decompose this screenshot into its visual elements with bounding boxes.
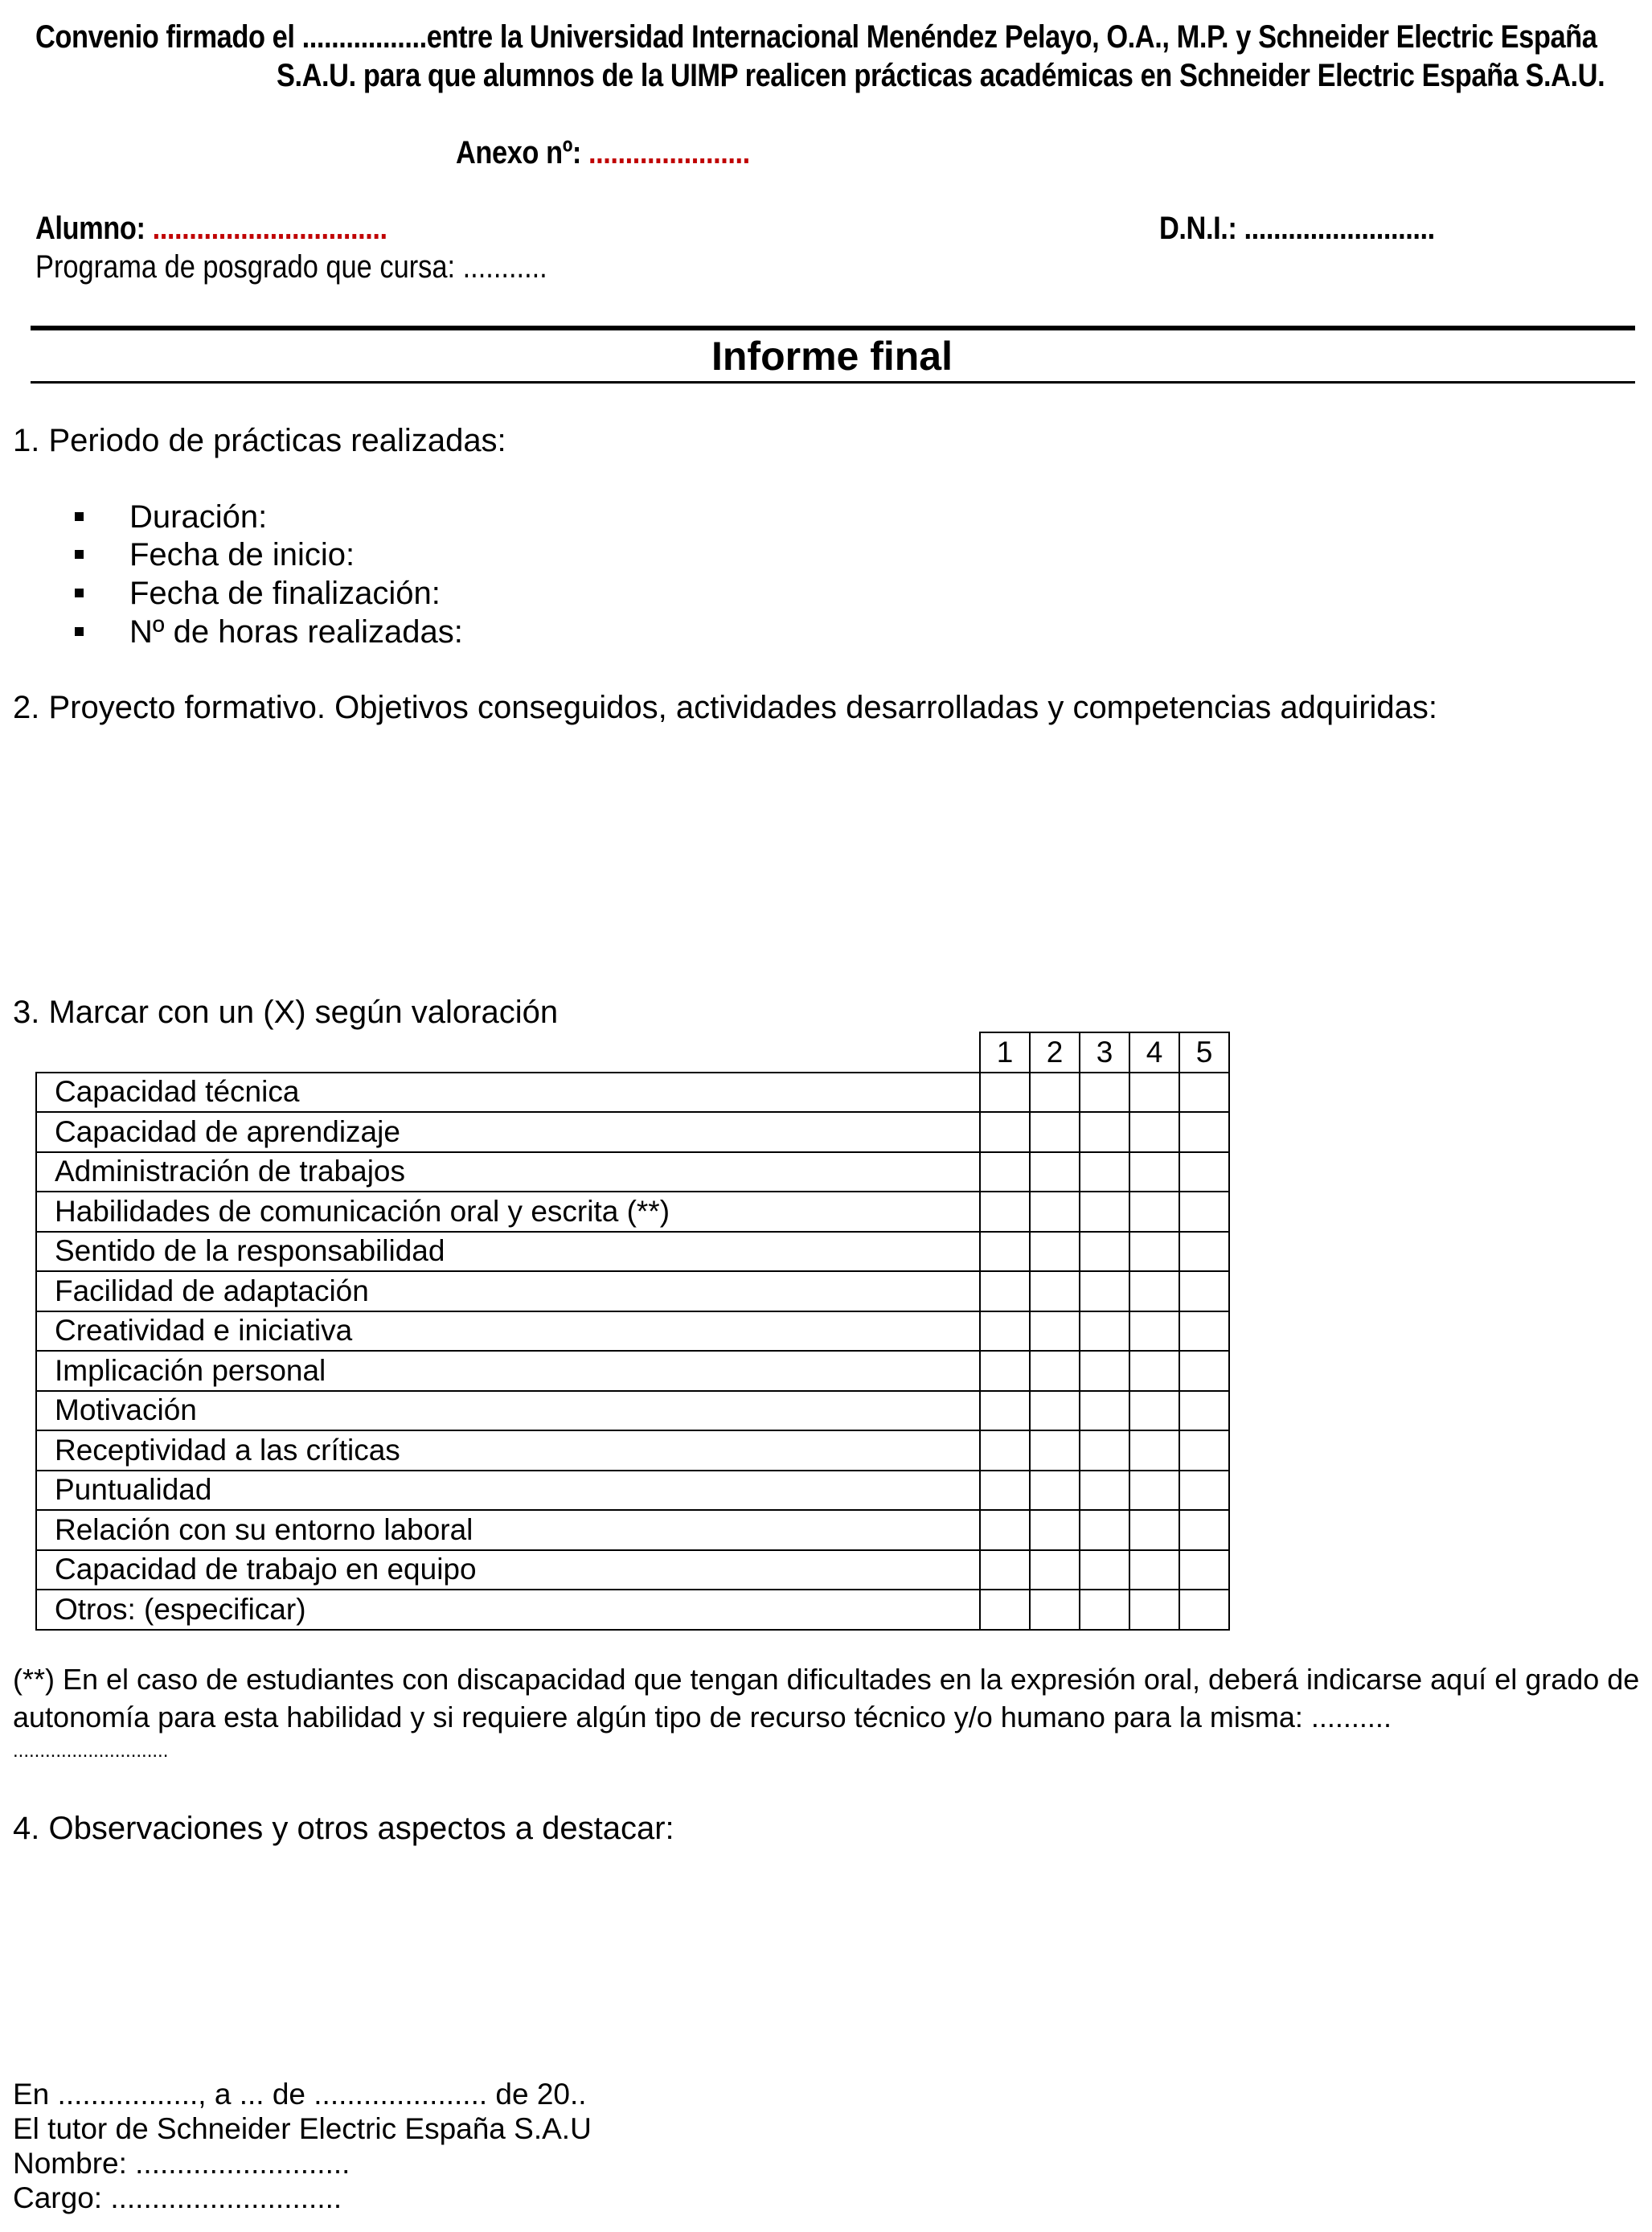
table-row — [36, 1550, 1229, 1590]
bullet-icon — [75, 550, 84, 559]
rating-cell-1[interactable] — [980, 1550, 1030, 1590]
rating-cell-4[interactable] — [1129, 1112, 1179, 1152]
rating-cell-3[interactable] — [1080, 1550, 1129, 1590]
table-row — [36, 1510, 1229, 1550]
rating-cell-5[interactable] — [1179, 1112, 1229, 1152]
criterion-label: Puntualidad — [36, 1471, 980, 1511]
rating-cell-3[interactable] — [1080, 1271, 1129, 1311]
student-field — [35, 211, 387, 247]
rating-cell-5[interactable] — [1179, 1391, 1229, 1431]
rating-cell-1[interactable] — [980, 1311, 1030, 1352]
rating-cell-1[interactable] — [980, 1112, 1030, 1152]
end-date-item: Fecha de finalización: — [129, 576, 441, 611]
table-row — [36, 1351, 1229, 1391]
rating-cell-5[interactable] — [1179, 1073, 1229, 1113]
criterion-label: Sentido de la responsabilidad — [36, 1232, 980, 1272]
rating-cell-3[interactable] — [1080, 1073, 1129, 1113]
scale-header-row — [36, 1032, 1229, 1073]
rating-cell-4[interactable] — [1129, 1351, 1179, 1391]
section-1-heading: 1. Periodo de prácticas realizadas: — [13, 423, 506, 458]
rating-cell-4[interactable] — [1129, 1590, 1179, 1630]
rating-cell-2[interactable] — [1030, 1391, 1080, 1431]
table-row — [36, 1271, 1229, 1311]
bullet-icon — [75, 589, 84, 597]
scale-header-3: 3 — [1080, 1032, 1129, 1073]
bullet-icon — [75, 512, 84, 521]
table-row — [36, 1073, 1229, 1113]
rating-cell-4[interactable] — [1129, 1510, 1179, 1550]
rating-cell-5[interactable] — [1179, 1590, 1229, 1630]
tutor-line: El tutor de Schneider Electric España S.A.U — [13, 2112, 592, 2145]
rating-cell-3[interactable] — [1080, 1391, 1129, 1431]
position-line: Cargo: ............................ — [13, 2181, 342, 2214]
table-row — [36, 1192, 1229, 1232]
rating-cell-5[interactable] — [1179, 1232, 1229, 1272]
criterion-label: Capacidad de trabajo en equipo — [36, 1550, 980, 1590]
rating-cell-3[interactable] — [1080, 1232, 1129, 1272]
table-row — [36, 1430, 1229, 1471]
criterion-label: Administración de trabajos — [36, 1152, 980, 1192]
program-field: Programa de posgrado que cursa: ........... — [35, 249, 547, 285]
start-date-item: Fecha de inicio: — [129, 537, 355, 572]
rating-cell-3[interactable] — [1080, 1510, 1129, 1550]
rating-cell-5[interactable] — [1179, 1271, 1229, 1311]
annex-number — [456, 135, 750, 171]
criterion-label: Facilidad de adaptación — [36, 1271, 980, 1311]
rating-cell-3[interactable] — [1080, 1471, 1129, 1511]
criterion-label: Relación con su entorno laboral — [36, 1510, 980, 1550]
agreement-line-2: S.A.U. para que alumnos de la UIMP realicen prácticas académicas en Schneider Electric España S.A.U. — [277, 58, 1605, 93]
title-bottom-rule — [31, 381, 1635, 384]
footnote-line-1: (**) En el caso de estudiantes con discapacidad que tengan dificultades en la expresión oral, deberá indicarse aquí el grado de — [13, 1663, 1640, 1696]
title-top-rule — [31, 326, 1635, 330]
rating-cell-5[interactable] — [1179, 1510, 1229, 1550]
name-line: Nombre: .......................... — [13, 2147, 350, 2180]
rating-cell-3[interactable] — [1080, 1351, 1129, 1391]
rating-cell-2[interactable] — [1030, 1192, 1080, 1232]
rating-cell-3[interactable] — [1080, 1590, 1129, 1630]
rating-cell-4[interactable] — [1129, 1073, 1179, 1113]
rating-cell-2[interactable] — [1030, 1271, 1080, 1311]
rating-cell-5[interactable] — [1179, 1351, 1229, 1391]
scale-header-5: 5 — [1179, 1032, 1229, 1073]
rating-cell-2[interactable] — [1030, 1351, 1080, 1391]
rating-cell-1[interactable] — [980, 1351, 1030, 1391]
rating-cell-2[interactable] — [1030, 1510, 1080, 1550]
student-value[interactable]: ................................ — [152, 211, 387, 246]
rating-cell-2[interactable] — [1030, 1430, 1080, 1471]
rating-cell-3[interactable] — [1080, 1430, 1129, 1471]
rating-cell-3[interactable] — [1080, 1192, 1129, 1232]
rating-cell-2[interactable] — [1030, 1590, 1080, 1630]
rating-cell-4[interactable] — [1129, 1271, 1179, 1311]
rating-cell-1[interactable] — [980, 1510, 1030, 1550]
rating-cell-1[interactable] — [980, 1430, 1030, 1471]
table-row — [36, 1112, 1229, 1152]
scale-header-2: 2 — [1030, 1032, 1080, 1073]
table-row — [36, 1232, 1229, 1272]
section-2-heading: 2. Proyecto formativo. Objetivos conseguidos, actividades desarrolladas y competencias adquiridas: — [13, 690, 1438, 725]
place-date-line: En ................., a ... de ..................... de 20.. — [13, 2078, 587, 2111]
annex-value[interactable]: ...................... — [588, 135, 750, 170]
rating-cell-3[interactable] — [1080, 1311, 1129, 1352]
rating-cell-2[interactable] — [1030, 1152, 1080, 1192]
header-spacer — [36, 1032, 980, 1073]
table-row — [36, 1590, 1229, 1630]
rating-cell-4[interactable] — [1129, 1311, 1179, 1352]
criterion-label: Otros: (especificar) — [36, 1590, 980, 1630]
footnote-line-2: autonomía para esta habilidad y si requiere algún tipo de recurso técnico y/o humano para la misma: .......... — [13, 1701, 1392, 1733]
section-3-heading: 3. Marcar con un (X) según valoración — [13, 995, 559, 1030]
criterion-label: Motivación — [36, 1391, 980, 1431]
rating-cell-5[interactable] — [1179, 1430, 1229, 1471]
rating-cell-1[interactable] — [980, 1271, 1030, 1311]
dni-field — [1159, 211, 1435, 247]
evaluation-rows — [36, 1073, 1229, 1630]
agreement-line-1: Convenio firmado el .................entre la Universidad Internacional Menéndez Pelayo, O.A., M.P. y Schneider Electric España — [35, 19, 1597, 55]
rating-cell-4[interactable] — [1129, 1391, 1179, 1431]
table-row — [36, 1152, 1229, 1192]
rating-cell-1[interactable] — [980, 1192, 1030, 1232]
rating-cell-3[interactable] — [1080, 1112, 1129, 1152]
rating-cell-1[interactable] — [980, 1590, 1030, 1630]
rating-cell-1[interactable] — [980, 1232, 1030, 1272]
dni-value[interactable]: .......................... — [1244, 211, 1435, 246]
criterion-label: Creatividad e iniciativa — [36, 1311, 980, 1352]
rating-cell-1[interactable] — [980, 1471, 1030, 1511]
rating-cell-5[interactable] — [1179, 1471, 1229, 1511]
rating-cell-2[interactable] — [1030, 1311, 1080, 1352]
duration-item: Duración: — [129, 499, 268, 535]
rating-cell-2[interactable] — [1030, 1232, 1080, 1272]
criterion-label: Habilidades de comunicación oral y escrita (**) — [36, 1192, 980, 1232]
rating-cell-2[interactable] — [1030, 1471, 1080, 1511]
criterion-label: Implicación personal — [36, 1351, 980, 1391]
rating-cell-2[interactable] — [1030, 1550, 1080, 1590]
table-row — [36, 1311, 1229, 1352]
page-title: Informe final — [711, 334, 953, 379]
hours-item: Nº de horas realizadas: — [129, 614, 463, 650]
section-4-heading: 4. Observaciones y otros aspectos a destacar: — [13, 1811, 674, 1846]
evaluation-table — [35, 1032, 1230, 1631]
table-row — [36, 1471, 1229, 1511]
rating-cell-4[interactable] — [1129, 1471, 1179, 1511]
rating-cell-4[interactable] — [1129, 1152, 1179, 1192]
rating-cell-5[interactable] — [1179, 1192, 1229, 1232]
rating-cell-4[interactable] — [1129, 1192, 1179, 1232]
scale-header-4: 4 — [1129, 1032, 1179, 1073]
student-label: Alumno: — [35, 211, 146, 246]
scale-header-1: 1 — [980, 1032, 1030, 1073]
dni-label: D.N.I.: — [1159, 211, 1237, 246]
rating-cell-2[interactable] — [1030, 1073, 1080, 1113]
criterion-label: Capacidad técnica — [36, 1073, 980, 1113]
rating-cell-5[interactable] — [1179, 1311, 1229, 1352]
rating-cell-3[interactable] — [1080, 1152, 1129, 1192]
rating-cell-5[interactable] — [1179, 1550, 1229, 1590]
rating-cell-4[interactable] — [1129, 1430, 1179, 1471]
rating-cell-4[interactable] — [1129, 1232, 1179, 1272]
rating-cell-5[interactable] — [1179, 1152, 1229, 1192]
rating-cell-2[interactable] — [1030, 1112, 1080, 1152]
bullet-icon — [75, 627, 84, 636]
criterion-label: Receptividad a las críticas — [36, 1430, 980, 1471]
table-row — [36, 1391, 1229, 1431]
criterion-label: Capacidad de aprendizaje — [36, 1112, 980, 1152]
annex-label: Anexo nº: — [456, 135, 581, 170]
footnote-line-3: ............................. — [13, 1740, 169, 1762]
rating-cell-1[interactable] — [980, 1152, 1030, 1192]
rating-cell-1[interactable] — [980, 1391, 1030, 1431]
rating-cell-4[interactable] — [1129, 1550, 1179, 1590]
rating-cell-1[interactable] — [980, 1073, 1030, 1113]
